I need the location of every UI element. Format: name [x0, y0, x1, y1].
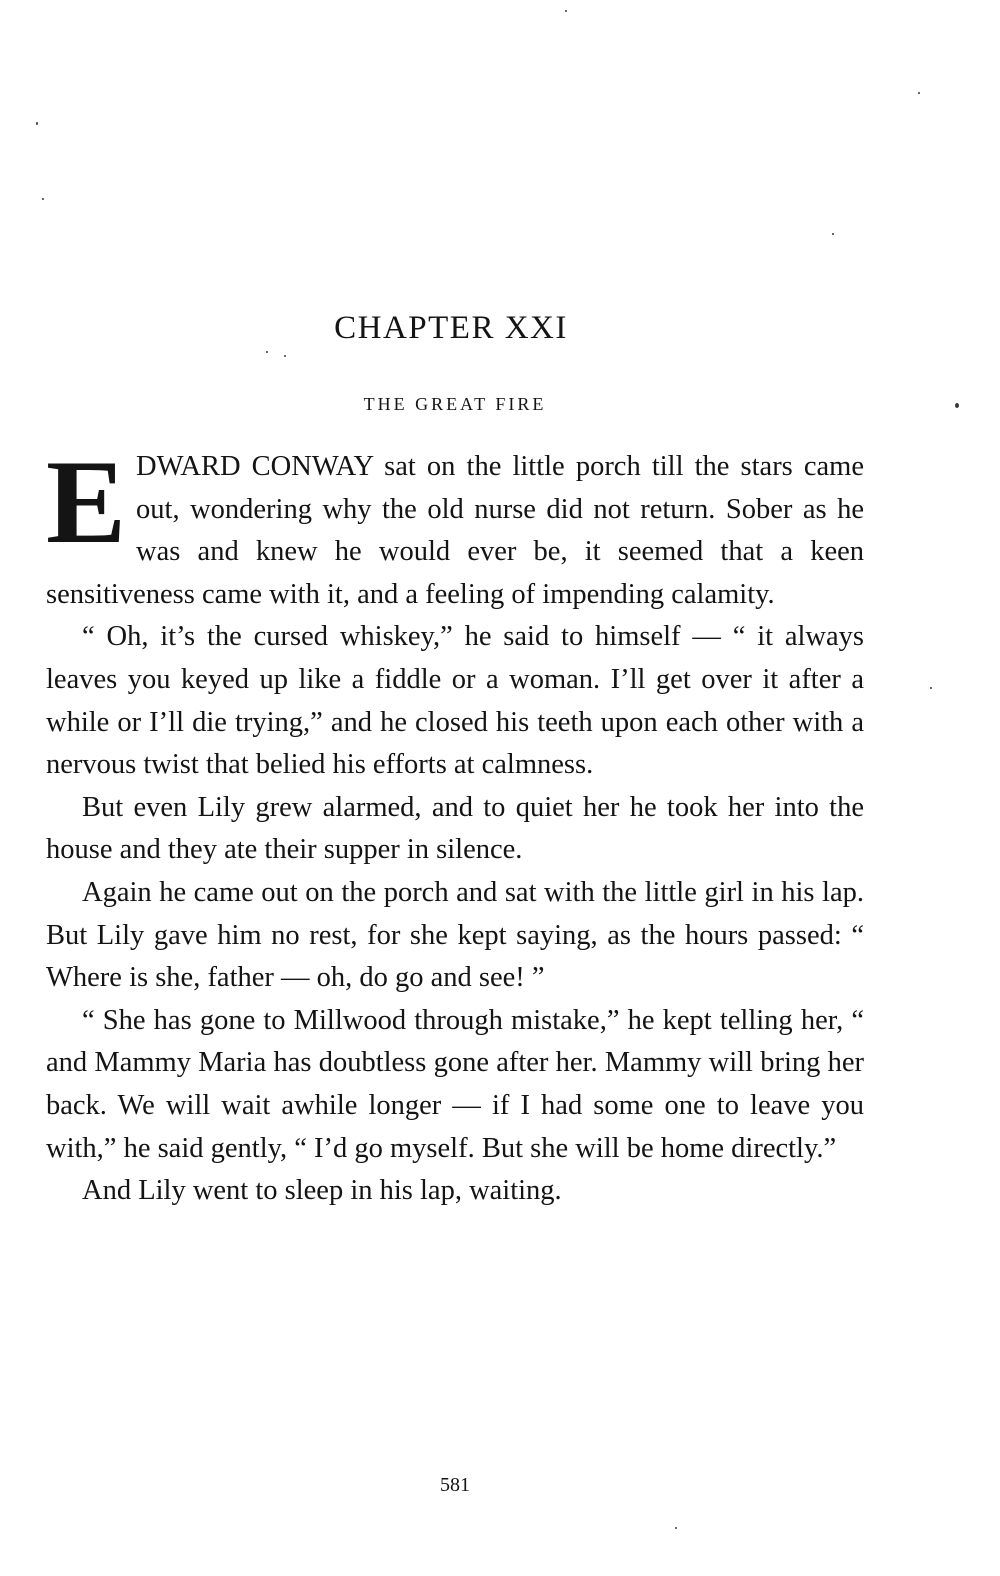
- scan-speck: [918, 92, 920, 94]
- scan-speck: [930, 687, 932, 689]
- scan-speck: [955, 403, 959, 408]
- paragraph-text: DWARD CONWAY sat on the little porch till the stars came out, wondering why the old nurse did not return. Sober as he was and knew he would ever be, it seemed that a keen sensitiveness came with it, and a feeling of impending calamity.: [46, 451, 864, 610]
- scan-speck: [36, 122, 38, 125]
- paragraph: “ Oh, it’s the cursed whiskey,” he said to himself — “ it always leaves you keyed up like a fiddle or a woman. I’ll get over it after a while or I’ll die trying,” and he closed his teeth upon each other with a nervous twist that belied his efforts at calmness.: [46, 621, 864, 781]
- chapter-subtitle: THE GREAT FIRE: [363, 394, 547, 414]
- chapter-title: CHAPTER XXI: [334, 310, 568, 346]
- scan-speck: [266, 351, 268, 353]
- scan-speck: [284, 355, 286, 357]
- paragraph: And Lily went to sleep in his lap, waiting.: [82, 1175, 562, 1207]
- paragraph: [46, 435, 864, 616]
- paragraph: Again he came out on the porch and sat with the little girl in his lap. But Lily gave him no rest, for she kept saying, as the hours passed: “ Where is she, father — oh, do go and see! ”: [46, 876, 864, 994]
- scan-speck: [675, 1527, 677, 1529]
- drop-cap: E: [46, 435, 127, 568]
- page-number: 581: [440, 1474, 470, 1496]
- scan-speck: [832, 233, 834, 235]
- paragraph: “ She has gone to Millwood through mistake,” he kept telling her, “ and Mammy Maria has doubtless gone after her. Mammy will bring her back. We will wait awhile longer — if I had some one to leave you with,” he said gently, “ I’d go myself. But she will be home directly.”: [46, 1004, 864, 1164]
- scan-speck: [42, 198, 44, 200]
- chapter-body: [46, 435, 864, 1213]
- paragraph: But even Lily grew alarmed, and to quiet her he took her into the house and they ate their supper in silence.: [46, 791, 864, 866]
- scan-speck: [565, 10, 567, 12]
